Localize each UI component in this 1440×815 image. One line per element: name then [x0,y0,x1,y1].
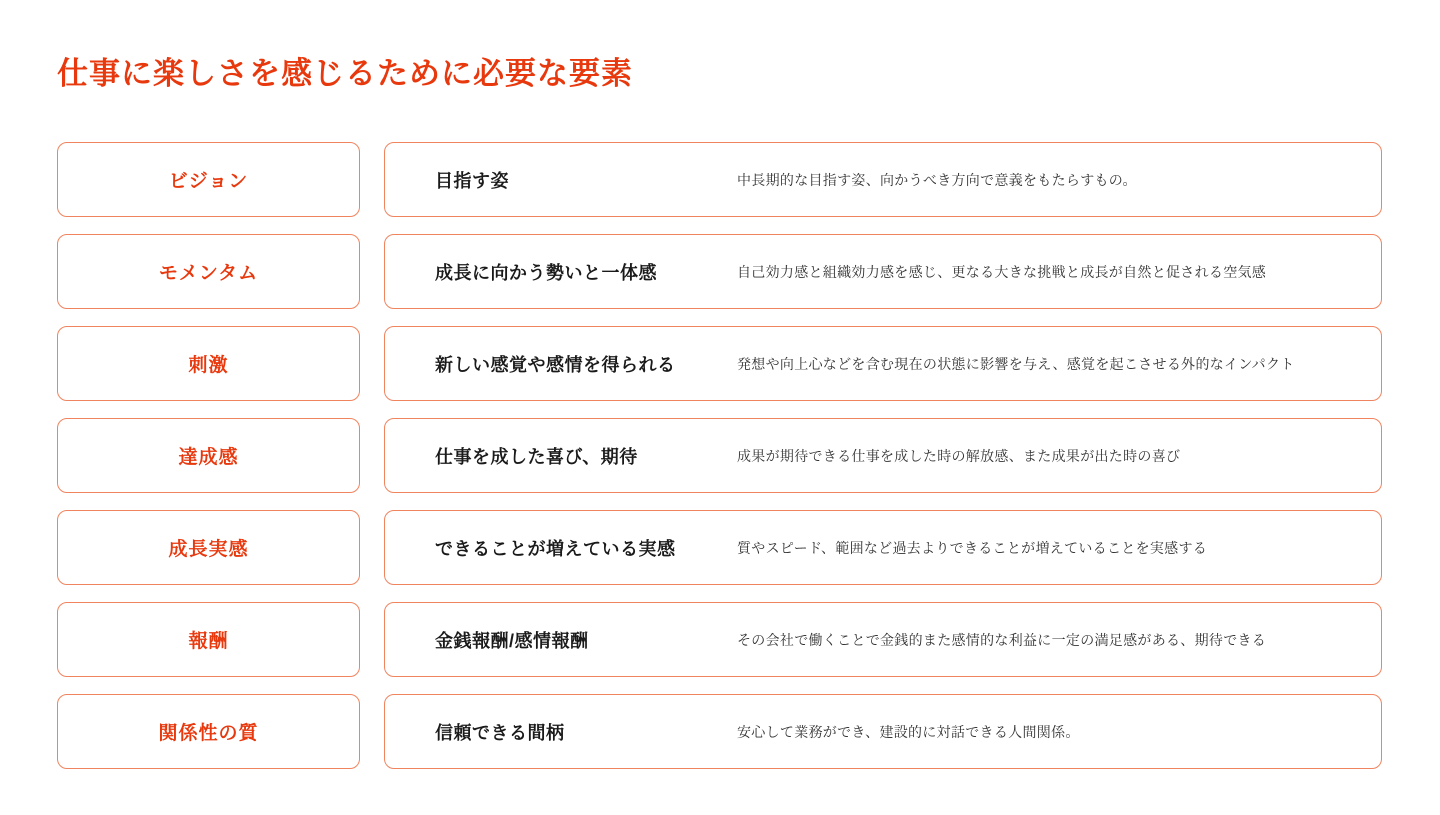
element-content-box [384,694,1382,769]
element-row [57,602,1382,677]
element-description: 中長期的な目指す姿、向かうべき方向で意義をもたらすもの。 [737,171,1137,188]
element-description: その会社で働くことで金銭的また感情的な利益に一定の満足感がある、期待できる [737,631,1267,648]
element-heading: 成長に向かう勢いと一体感 [435,262,657,283]
element-heading: できることが増えている実感 [435,538,676,559]
element-label-box [57,602,360,677]
element-row [57,326,1382,401]
element-label: 刺激 [188,355,229,377]
element-row [57,234,1382,309]
element-content-box [384,510,1382,585]
element-label-box [57,142,360,217]
element-content-box [384,418,1382,493]
element-label: モメンタム [158,263,259,285]
element-label-box [57,326,360,401]
element-label: 成長実感 [168,539,249,561]
page-title: 仕事に楽しさを感じるために必要な要素 [57,56,633,91]
element-description: 発想や向上心などを含む現在の状態に影響を与え、感覚を起こさせる外的なインパクト [737,355,1295,372]
element-label-box [57,234,360,309]
element-heading: 目指す姿 [435,170,509,191]
element-description: 成果が期待できる仕事を成した時の解放感、また成果が出た時の喜び [737,447,1181,464]
element-rows [57,142,1382,769]
element-heading: 金銭報酬/感情報酬 [435,630,589,651]
element-label-box [57,694,360,769]
element-heading: 信頼できる間柄 [435,722,565,743]
element-heading: 新しい感覚や感情を得られる [435,354,676,375]
element-row [57,510,1382,585]
element-label: 報酬 [188,631,229,653]
element-label: 達成感 [178,447,239,469]
element-row [57,142,1382,217]
element-content-box [384,142,1382,217]
element-row [57,694,1382,769]
element-content-box [384,326,1382,401]
element-content-box [384,602,1382,677]
element-heading: 仕事を成した喜び、期待 [435,446,638,467]
element-label-box [57,510,360,585]
element-description: 自己効力感と組織効力感を感じ、更なる大きな挑戦と成長が自然と促される空気感 [737,263,1267,280]
element-description: 質やスピード、範囲など過去よりできることが増えていることを実感する [737,539,1208,556]
element-label: ビジョン [168,171,249,193]
element-content-box [384,234,1382,309]
element-description: 安心して業務ができ、建設的に対話できる人間関係。 [737,723,1080,740]
element-row [57,418,1382,493]
element-label: 関係性の質 [158,723,259,745]
element-label-box [57,418,360,493]
